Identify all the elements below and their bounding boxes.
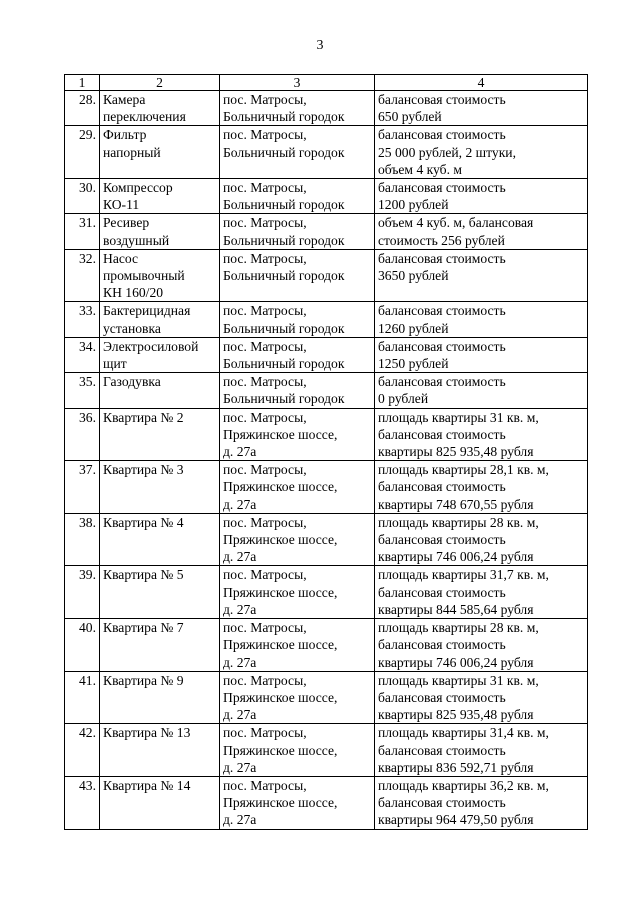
row-number-cell: 30. — [65, 179, 100, 214]
location-cell-line: пос. Матросы, — [223, 374, 307, 390]
name-cell-line: Электросиловой — [103, 338, 199, 354]
name-cell-line: Камера — [103, 92, 146, 107]
value-cell-line: квартиры 825 935,48 рубля — [378, 707, 534, 723]
value-cell-line: объем 4 куб. м, балансовая — [378, 215, 534, 231]
location-cell-line: пос. Матросы, — [223, 777, 307, 793]
location-cell-line: Больничный городок — [223, 144, 345, 160]
name-cell — [100, 373, 220, 408]
value-cell-line: балансовая стоимость — [378, 180, 506, 196]
location-cell-line: пос. Матросы, — [223, 303, 307, 319]
location-cell — [220, 373, 375, 408]
location-cell-line: Больничный городок — [223, 320, 345, 336]
value-cell-line: площадь квартиры 31,4 кв. м, — [378, 725, 549, 741]
location-cell — [220, 179, 375, 214]
location-cell-line: пос. Матросы, — [223, 462, 307, 478]
value-cell-line: балансовая стоимость — [378, 584, 506, 600]
name-cell-line: Квартира № 7 — [103, 620, 184, 636]
row-number-cell: 41. — [65, 671, 100, 724]
value-cell — [375, 408, 588, 461]
location-cell-line: Пряжинское шоссе, — [223, 584, 338, 600]
row-number-cell: 40. — [65, 619, 100, 672]
location-cell-line: д. 27а — [223, 812, 257, 828]
name-cell — [100, 619, 220, 672]
table-row — [65, 373, 588, 408]
table-row — [65, 513, 588, 566]
location-cell-line: Пряжинское шоссе, — [223, 532, 338, 548]
name-cell — [100, 302, 220, 337]
location-cell-line: Больничный городок — [223, 197, 345, 213]
value-cell-line: квартиры 844 585,64 рубля — [378, 601, 534, 617]
row-number-cell: 37. — [65, 461, 100, 514]
location-cell-line: Пряжинское шоссе, — [223, 742, 338, 758]
value-cell-line: балансовая стоимость — [378, 795, 506, 811]
value-cell-line: квартиры 748 670,55 рубля — [378, 496, 534, 512]
value-cell-line: 650 рублей — [378, 109, 442, 125]
value-cell-line: балансовая стоимость — [378, 742, 506, 758]
value-cell — [375, 566, 588, 619]
row-number-cell: 38. — [65, 513, 100, 566]
location-cell — [220, 302, 375, 337]
value-cell — [375, 179, 588, 214]
location-cell — [220, 724, 375, 777]
row-number-cell: 33. — [65, 302, 100, 337]
name-cell — [100, 671, 220, 724]
row-number-cell: 32. — [65, 249, 100, 302]
name-cell-line: напорный — [103, 144, 161, 160]
name-cell-line: Газодувка — [103, 374, 161, 390]
location-cell-line: Больничный городок — [223, 356, 345, 372]
value-cell — [375, 776, 588, 829]
location-cell-line: Больничный городок — [223, 391, 345, 407]
location-cell — [220, 126, 375, 179]
value-cell-line: балансовая стоимость — [378, 532, 506, 548]
name-cell — [100, 126, 220, 179]
location-cell-line: пос. Матросы, — [223, 725, 307, 741]
header-cell-2: 2 — [100, 75, 220, 91]
name-cell-line: КО-11 — [103, 197, 140, 213]
row-number-cell: 43. — [65, 776, 100, 829]
value-cell-line: площадь квартиры 28 кв. м, — [378, 514, 539, 530]
name-cell-line: Квартира № 5 — [103, 567, 184, 583]
value-cell-line: квартиры 836 592,71 рубля — [378, 759, 534, 775]
table-row — [65, 566, 588, 619]
row-number-cell: 39. — [65, 566, 100, 619]
location-cell-line: пос. Матросы, — [223, 672, 307, 688]
location-cell — [220, 513, 375, 566]
name-cell — [100, 91, 220, 126]
name-cell — [100, 337, 220, 372]
value-cell — [375, 724, 588, 777]
location-cell-line: Больничный городок — [223, 232, 345, 248]
name-cell-line: воздушный — [103, 232, 170, 248]
location-cell-line: пос. Матросы, — [223, 409, 307, 425]
table-row — [65, 619, 588, 672]
value-cell-line: стоимость 256 рублей — [378, 232, 505, 248]
location-cell-line: д. 27а — [223, 759, 257, 775]
location-cell-line: пос. Матросы, — [223, 92, 307, 107]
table-row — [65, 671, 588, 724]
name-cell-line: Насос — [103, 250, 139, 266]
page-number: 3 — [316, 38, 324, 53]
name-cell — [100, 214, 220, 249]
location-cell — [220, 461, 375, 514]
value-cell-line: площадь квартиры 31 кв. м, — [378, 409, 539, 425]
name-cell-line: Квартира № 2 — [103, 409, 184, 425]
value-cell-line: площадь квартиры 31 кв. м, — [378, 672, 539, 688]
table-row — [65, 249, 588, 302]
table-row — [65, 214, 588, 249]
location-cell-line: д. 27а — [223, 654, 257, 670]
name-cell-line: Квартира № 13 — [103, 725, 191, 741]
name-cell-line: Фильтр — [103, 127, 147, 143]
row-number-cell: 29. — [65, 126, 100, 179]
location-cell-line: пос. Матросы, — [223, 250, 307, 266]
value-cell-line: балансовая стоимость — [378, 374, 506, 390]
name-cell-line: щит — [103, 356, 127, 372]
location-cell-line: Пряжинское шоссе, — [223, 479, 338, 495]
value-cell-line: площадь квартиры 28 кв. м, — [378, 620, 539, 636]
value-cell-line: балансовая стоимость — [378, 92, 506, 107]
name-cell — [100, 513, 220, 566]
table-header-row — [65, 75, 588, 91]
value-cell-line: 1200 рублей — [378, 197, 449, 213]
location-cell-line: пос. Матросы, — [223, 514, 307, 530]
value-cell — [375, 461, 588, 514]
value-cell — [375, 337, 588, 372]
name-cell-line: КН 160/20 — [103, 285, 164, 301]
location-cell-line: Пряжинское шоссе, — [223, 689, 338, 705]
location-cell-line: пос. Матросы, — [223, 180, 307, 196]
name-cell-line: Квартира № 14 — [103, 777, 191, 793]
location-cell — [220, 566, 375, 619]
value-cell-line: объем 4 куб. м — [378, 161, 462, 177]
table-row — [65, 179, 588, 214]
name-cell-line: установка — [103, 320, 161, 336]
row-number-cell: 35. — [65, 373, 100, 408]
location-cell-line: пос. Матросы, — [223, 567, 307, 583]
row-number-cell: 42. — [65, 724, 100, 777]
table-row — [65, 302, 588, 337]
location-cell-line: д. 27а — [223, 549, 257, 565]
value-cell-line: квартиры 825 935,48 рубля — [378, 444, 534, 460]
value-cell-line: балансовая стоимость — [378, 637, 506, 653]
location-cell — [220, 776, 375, 829]
name-cell-line: Ресивер — [103, 215, 150, 231]
location-cell-line: пос. Матросы, — [223, 338, 307, 354]
value-cell-line: 25 000 рублей, 2 штуки, — [378, 144, 516, 160]
name-cell-line: Компрессор — [103, 180, 173, 196]
value-cell-line: 0 рублей — [378, 391, 429, 407]
name-cell — [100, 179, 220, 214]
value-cell-line: площадь квартиры 36,2 кв. м, — [378, 777, 549, 793]
location-cell-line: д. 27а — [223, 444, 257, 460]
table-row — [65, 461, 588, 514]
table-row — [65, 91, 588, 126]
table-row — [65, 126, 588, 179]
value-cell — [375, 671, 588, 724]
name-cell-line: Квартира № 4 — [103, 514, 184, 530]
name-cell-line: Бактерицидная — [103, 303, 191, 319]
name-cell — [100, 249, 220, 302]
location-cell — [220, 249, 375, 302]
location-cell-line: Больничный городок — [223, 109, 345, 125]
location-cell-line: пос. Матросы, — [223, 215, 307, 231]
value-cell-line: квартиры 746 006,24 рубля — [378, 549, 534, 565]
location-cell-line: д. 27а — [223, 496, 257, 512]
value-cell-line: балансовая стоимость — [378, 303, 506, 319]
value-cell — [375, 91, 588, 126]
location-cell-line: пос. Матросы, — [223, 620, 307, 636]
value-cell-line: балансовая стоимость — [378, 689, 506, 705]
name-cell — [100, 461, 220, 514]
location-cell-line: Пряжинское шоссе, — [223, 795, 338, 811]
header-cell-1: 1 — [65, 75, 100, 91]
table-row — [65, 337, 588, 372]
value-cell-line: балансовая стоимость — [378, 338, 506, 354]
value-cell-line: квартиры 746 006,24 рубля — [378, 654, 534, 670]
location-cell — [220, 671, 375, 724]
value-cell — [375, 619, 588, 672]
name-cell — [100, 724, 220, 777]
value-cell-line: площадь квартиры 28,1 кв. м, — [378, 462, 549, 478]
table-body — [65, 75, 588, 830]
value-cell — [375, 373, 588, 408]
location-cell — [220, 91, 375, 126]
row-number-cell: 36. — [65, 408, 100, 461]
asset-table — [64, 74, 588, 830]
table-row — [65, 724, 588, 777]
value-cell-line: балансовая стоимость — [378, 479, 506, 495]
value-cell — [375, 249, 588, 302]
location-cell-line: Пряжинское шоссе, — [223, 637, 338, 653]
name-cell — [100, 408, 220, 461]
table-row — [65, 776, 588, 829]
location-cell — [220, 214, 375, 249]
name-cell-line: Квартира № 9 — [103, 672, 184, 688]
location-cell-line: д. 27а — [223, 601, 257, 617]
value-cell-line: балансовая стоимость — [378, 426, 506, 442]
location-cell — [220, 337, 375, 372]
name-cell-line: переключения — [103, 109, 186, 125]
location-cell-line: Пряжинское шоссе, — [223, 426, 338, 442]
value-cell — [375, 126, 588, 179]
value-cell-line: балансовая стоимость — [378, 250, 506, 266]
value-cell-line: 3650 рублей — [378, 268, 449, 284]
name-cell — [100, 566, 220, 619]
table-row — [65, 408, 588, 461]
name-cell-line: Квартира № 3 — [103, 462, 184, 478]
location-cell-line: д. 27а — [223, 707, 257, 723]
value-cell — [375, 302, 588, 337]
header-cell-4: 4 — [375, 75, 588, 91]
name-cell-line: промывочный — [103, 268, 185, 284]
row-number-cell: 28. — [65, 91, 100, 126]
value-cell — [375, 513, 588, 566]
location-cell-line: Больничный городок — [223, 268, 345, 284]
value-cell-line: квартиры 964 479,50 рубля — [378, 812, 534, 828]
row-number-cell: 31. — [65, 214, 100, 249]
value-cell-line: 1250 рублей — [378, 356, 449, 372]
row-number-cell: 34. — [65, 337, 100, 372]
location-cell — [220, 619, 375, 672]
value-cell — [375, 214, 588, 249]
header-cell-3: 3 — [220, 75, 375, 91]
location-cell — [220, 408, 375, 461]
name-cell — [100, 776, 220, 829]
value-cell-line: площадь квартиры 31,7 кв. м, — [378, 567, 549, 583]
location-cell-line: пос. Матросы, — [223, 127, 307, 143]
value-cell-line: балансовая стоимость — [378, 127, 506, 143]
value-cell-line: 1260 рублей — [378, 320, 449, 336]
